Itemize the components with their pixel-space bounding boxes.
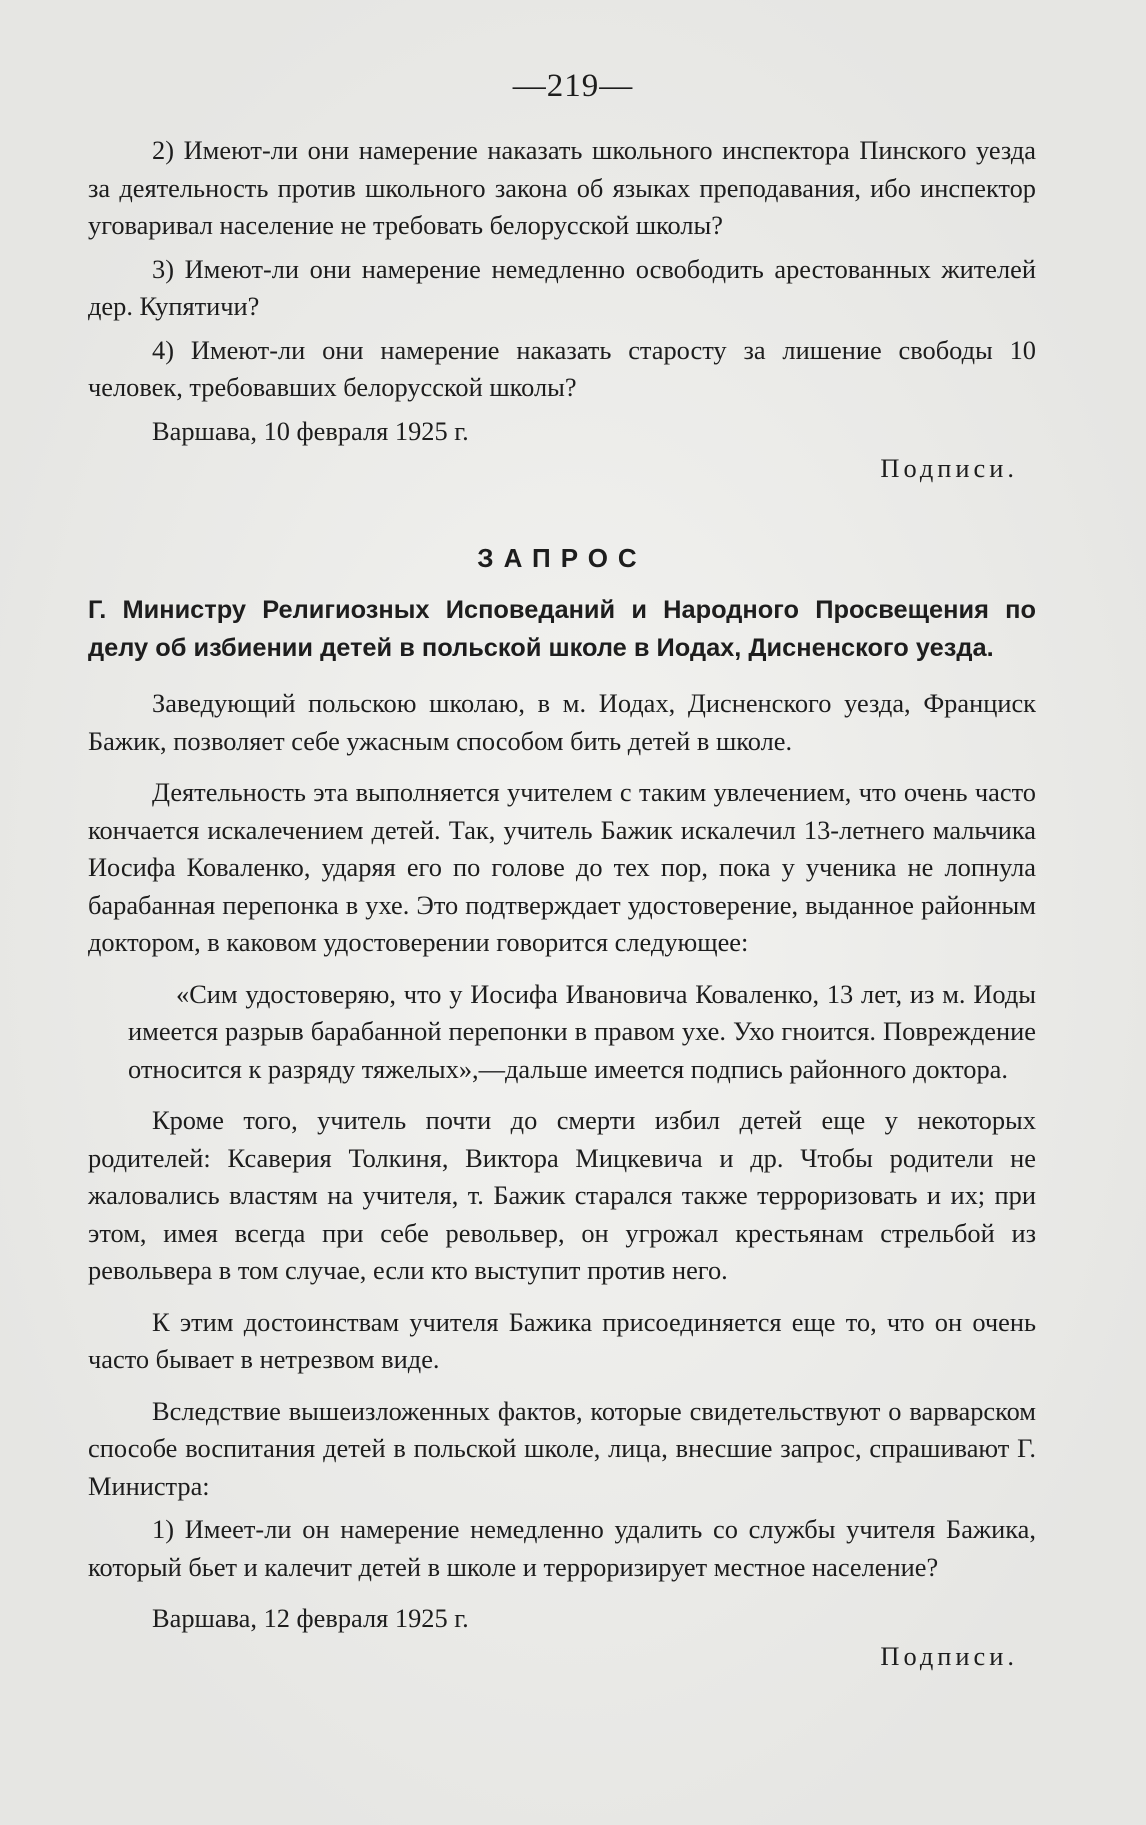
- section-heading: ЗАПРОС: [477, 542, 647, 573]
- signatures-2: Подписи.: [880, 1640, 1018, 1671]
- question-item-2: 2) Имеют-ли они намерение наказать школьного инспектора Пинского уезда за деятельность против школьного закона об языках преподавания, ибо инспектор уговаривал население не требовать белорусской школы?: [88, 135, 1036, 240]
- document-date-1: Варшава, 10 февраля 1925 г.: [152, 415, 469, 446]
- page-number: —219—: [512, 68, 634, 104]
- signatures-1: Подписи.: [880, 453, 1018, 483]
- question-item-4: 4) Имеют-ли они намерение наказать старосту за лишение свободы 10 человек, требовавших белорусской школы?: [88, 334, 1036, 402]
- paragraph-4: Кроме того, учитель почти до смерти избил детей еще у некоторых родителей: Ксаверия Толкиня, Виктора Мицкевича и др. Чтобы родители не жаловались властям на учителя, т. Бажик старался также терроризовать и их; при этом, имея всегда при себе револьвер, он угрожал крестьянам стрельбой из револьвера в том случае, если кто выступит против него.: [88, 1105, 1036, 1285]
- paragraph-5: К этим достоинствам учителя Бажика присоединяется еще то, что он очень часто бывает в нетрезвом виде.: [88, 1306, 1036, 1374]
- question-item-3: 3) Имеют-ли они намерение немедленно освободить арестованных жителей дер. Купятичи?: [88, 253, 1036, 321]
- document-body: [88, 132, 1036, 1675]
- question-item-1: 1) Имеет-ли он намерение немедленно удалить со службы учителя Бажика, который бьет и калечит детей в школе и терроризирует местное население?: [88, 1514, 1036, 1582]
- medical-certificate-quote: «Сим удостоверяю, что у Иосифа Ивановича Коваленко, 13 лет, из м. Иоды имеется разрыв барабанной перепонки в правом ухе. Ухо гноится. Повреждение относится к разряду тяжелых»,—дальше имеется подпись районного доктора.: [128, 978, 1036, 1084]
- section-subheading: Г. Министру Религиозных Исповеданий и Народного Просвещения по делу об избиении детей в польской школе в Иодах, Дисненского уезда.: [88, 596, 1036, 662]
- paragraph-6: Вследствие вышеизложенных фактов, которые свидетельствуют о варварском способе воспитания детей в польской школе, лица, внесшие запрос, спрашивают Г. Министра:: [88, 1395, 1036, 1501]
- paragraph-1: Заведующий польскою школаю, в м. Иодах, Дисненского уезда, Франциск Бажик, позволяет себе ужасным способом бить детей в школе.: [88, 688, 1036, 756]
- paragraph-2: Деятельность эта выполняется учителем с таким увлечением, что очень часто кончается искалечением детей. Так, учитель Бажик искалечил 13-летнего мальчика Иосифа Коваленко, ударяя его по голове до тех пор, пока у ученика не лопнула барабанная перепонка в ухе. Это подтверждает удостоверение, выданное районным доктором, в каковом удостоверении говорится следующее:: [88, 777, 1036, 957]
- document-date-2: Варшава, 12 февраля 1925 г.: [152, 1603, 469, 1633]
